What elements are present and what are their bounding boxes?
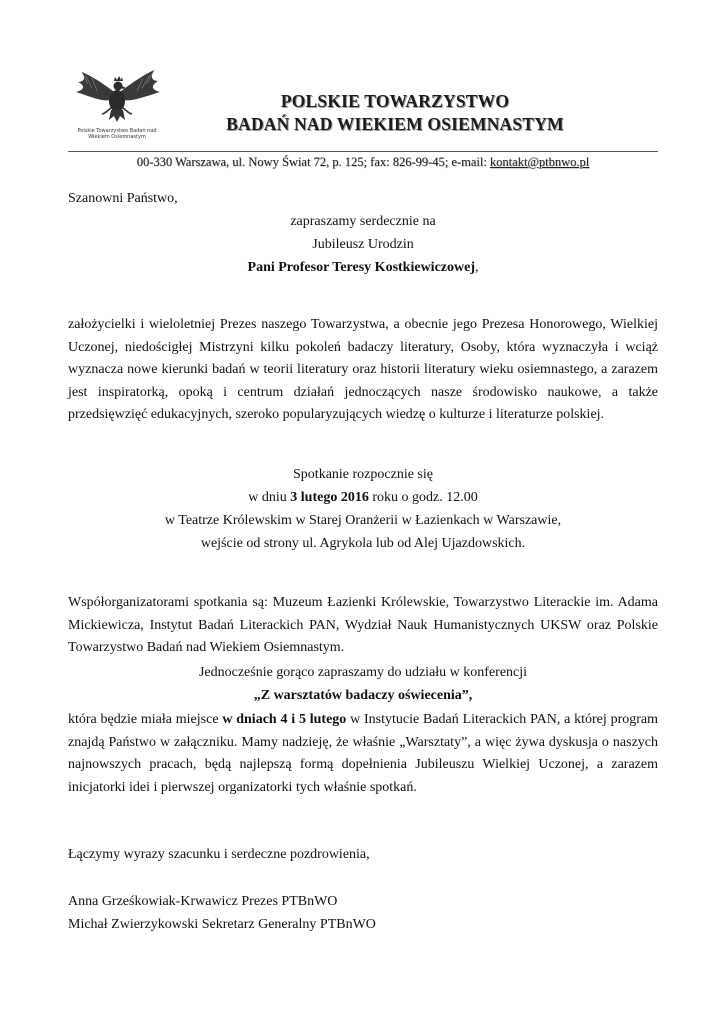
event-name: Jubileusz Urodzin	[312, 237, 414, 252]
signature-secretary: Michał Zwierzykowski Sekretarz Generalny PTBnWO	[68, 917, 376, 932]
invite-line: zapraszamy serdecznie na	[290, 214, 436, 229]
conference-paragraph-rest: w Instytucie Badań Literackich PAN, a której program znajdą Państwo w załączniku. Mamy nadzieję, że właśnie „Warsztaty”, a więc żywa dyskusja o naszych najnowszych pracach, będą najlepszą formą dopełnienia Jubileuszu Wielkiej Uczonej, a zarazem inicjatorki idei i pierwszej organizatorki tych właśnie spotkań.	[68, 712, 658, 795]
meeting-entrance: wejście od strony ul. Agrykola lub od Alej Ujazdowskich.	[200, 536, 526, 551]
organization-name-line: POLSKIE TOWARZYSTWO	[280, 91, 510, 111]
conference-dates: w dniach 4 i 5 lutego	[222, 712, 347, 727]
address-text: 00-330 Warszawa, ul. Nowy Świat 72, p. 125; fax: 826-99-45; e-mail:	[136, 155, 490, 169]
logo-caption	[62, 128, 172, 140]
salutation: Szanowni Państwo,	[68, 191, 178, 206]
meeting-intro: Spotkanie rozpocznie się	[293, 467, 433, 482]
meeting-date: 3 lutego 2016	[290, 490, 369, 505]
conference-title: „Z warsztatów badaczy oświecenia”,	[253, 688, 473, 703]
email-link[interactable]: kontakt@ptbnwo.pl	[489, 155, 590, 169]
conference-paragraph-start: która będzie miała miejsce	[68, 712, 223, 727]
co-organizers-paragraph: Współorganizatorami spotkania są: Muzeum Łazienki Królewskie, Towarzystwo Literackie im. Adama Mickiewicza, Instytut Badań Literackich PAN, Wydział Nauk Humanistycznych UKSW oraz Polskie Towarzystwo Badań nad Wiekiem Osiemnastym.	[68, 595, 658, 655]
header-divider	[68, 151, 658, 152]
organization-name-line: BADAŃ NAD WIEKIEM OSIEMNASTYM	[226, 114, 564, 134]
honoree-name: Pani Profesor Teresy Kostkiewiczowej	[247, 260, 475, 275]
conference-intro: Jednocześnie gorąco zapraszamy do udziału w konferencji	[198, 665, 528, 680]
logo-caption-line: Wiekiem Osiemnastym	[88, 134, 146, 140]
address-line	[68, 154, 658, 170]
meeting-date-line	[68, 487, 658, 510]
organization-name	[215, 90, 575, 136]
meeting-time: roku o godz. 12.00	[368, 490, 478, 505]
honoree-suffix: ,	[474, 260, 479, 275]
meeting-place: w Teatrze Królewskim w Starej Oranżerii w Łazienkach w Warszawie,	[164, 513, 562, 528]
honoree-line	[68, 257, 658, 280]
closing-line: Łączymy wyrazy szacunku i serdeczne pozdrowienia,	[68, 847, 370, 862]
conference-paragraph	[68, 709, 658, 799]
meeting-date-prefix: w dniu	[248, 490, 291, 505]
signature-president: Anna Grześkowiak-Krwawicz Prezes PTBnWO	[68, 894, 338, 909]
tribute-paragraph: założycielki i wieloletniej Prezes naszego Towarzystwa, a obecnie jego Prezesa Honorowego, Wielkiej Uczonej, niedościgłej Mistrzyni kilku pokoleń badaczy literatury, Osoby, która wyznaczyła i wciąż wyznacza nowe kierunki badań w teorii literatury oraz historii literatury wieku osiemnastego, a zarazem jest inspiratorką, opoką i centrum działań jednoczących nasze środowisko naukowe, a także przedsięwzięć edukacyjnych, szeroko popularyzujących wiedzę o kulturze i literaturze polskiej.	[68, 317, 658, 422]
logo-caption-line: Polskie Towarzystwo Badań nad	[77, 128, 157, 134]
